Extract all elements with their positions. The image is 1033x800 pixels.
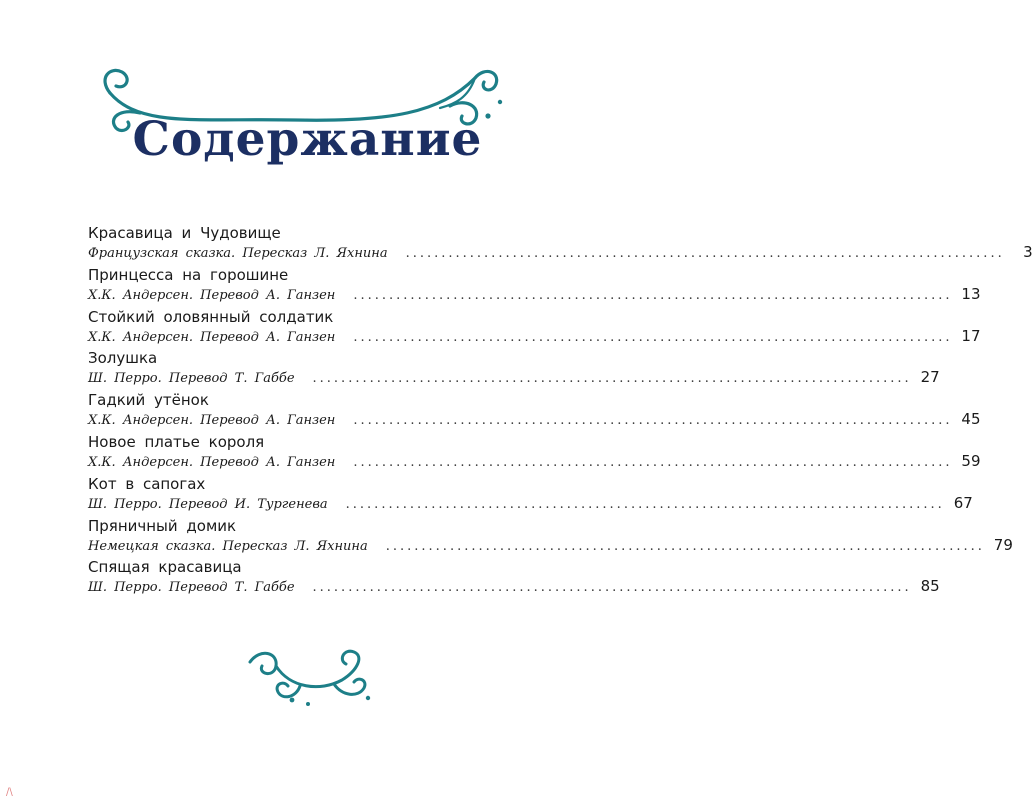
page-number: 79 [993,535,1013,554]
toc-entry[interactable] [88,558,940,600]
page-number: 59 [961,451,981,470]
story-title: Новое платье короля [88,432,265,451]
story-author: Французская сказка. Пересказ Л. Яхнина [88,246,388,261]
dot-leader: .................................................................................... [353,287,953,303]
story-title: Золушка [88,349,158,368]
story-author: Немецкая сказка. Пересказ Л. Яхнина [88,538,368,554]
dot-leader: .................................................................................... [385,538,985,554]
page-number: 27 [920,368,940,387]
story-title: Красавица и Чудовище [88,224,281,242]
toc-entry[interactable] [88,265,981,308]
story-author: Ш. Перро. Перевод И. Тургенева [88,496,328,512]
dot-leader: .................................................................................... [353,454,953,470]
page-number: 13 [961,284,981,303]
toc-entry[interactable] [88,516,1013,559]
story-author: Х.К. Андерсен. Перевод А. Ганзен [88,413,336,429]
toc-entry[interactable] [88,391,981,433]
dot-leader: .................................................................................... [353,413,953,429]
page-number: 45 [961,410,981,429]
page-title: Содержание [132,112,483,167]
page-number: 67 [953,493,973,512]
dot-leader: .................................................................................... [312,371,912,387]
story-title: Кот в сапогах [88,474,206,493]
story-author: Ш. Перро. Перевод Т. Габбе [88,580,295,596]
story-author: Ш. Перро. Перевод Т. Габбе [88,371,295,387]
story-title: Пряничный домик [88,516,237,535]
dot-leader: .................................................................................... [312,580,912,596]
swirl-flourish-bottom-icon [230,640,380,710]
toc-entry[interactable] [88,224,1033,266]
dot-leader: .................................................................................... [405,246,1005,261]
dot-leader: .................................................................................... [345,496,945,512]
toc-entry[interactable] [88,307,981,350]
story-title: Стойкий оловянный солдатик [88,307,334,326]
toc-entry[interactable] [88,474,973,517]
toc-entry[interactable] [88,432,981,475]
story-author: Х.К. Андерсен. Перевод А. Ганзен [88,454,336,470]
story-title: Спящая красавица [88,558,242,577]
page-number: 85 [920,577,940,596]
table-of-contents [88,224,1033,600]
story-title: Принцесса на горошине [88,265,289,284]
dot-leader: .................................................................................... [353,329,953,345]
page-number: 3 [1023,243,1033,261]
page-number: 17 [961,326,981,345]
story-author: Х.К. Андерсен. Перевод А. Ганзен [88,287,336,303]
corner-mark: /\ [6,787,13,798]
story-author: Х.К. Андерсен. Перевод А. Ганзен [88,329,336,345]
story-title: Гадкий утёнок [88,391,209,410]
toc-entry[interactable] [88,349,940,391]
